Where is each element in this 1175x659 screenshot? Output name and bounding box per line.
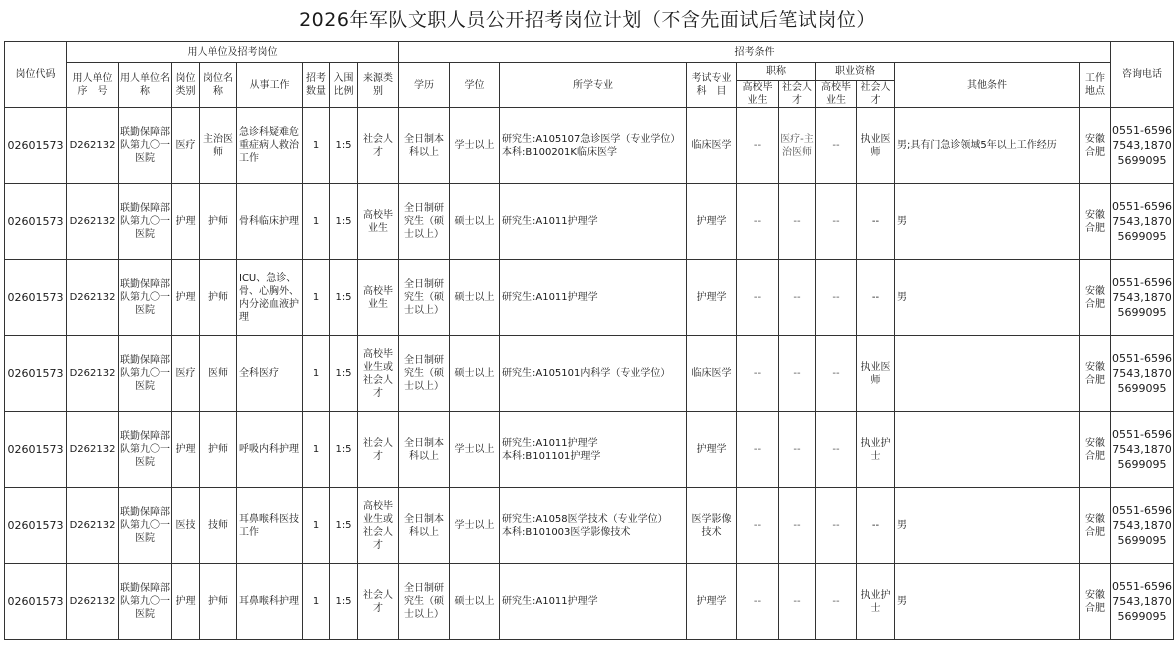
row-degree: 学士以上 xyxy=(450,488,500,564)
row-qual-grad: -- xyxy=(816,108,857,184)
row-title-social: -- xyxy=(779,412,816,488)
row-unit-name: 联勤保障部队第九〇一医院 xyxy=(119,564,172,640)
row-major xyxy=(500,564,687,640)
row-unit-name: 联勤保障部队第九〇一医院 xyxy=(119,336,172,412)
row-unit-no: D262132 xyxy=(67,412,119,488)
row-other xyxy=(895,412,1080,488)
row-source: 社会人才 xyxy=(358,412,399,488)
row-post-name: 医师 xyxy=(200,336,237,412)
row-qual-social: 执业护士 xyxy=(857,564,895,640)
row-unit-no: D262132 xyxy=(67,108,119,184)
row-unit-no: D262132 xyxy=(67,564,119,640)
row-post-name: 护师 xyxy=(200,184,237,260)
header-count: 招考数量 xyxy=(303,63,330,108)
row-code: 02601573 xyxy=(5,412,67,488)
row-work: 骨科临床护理 xyxy=(237,184,303,260)
row-degree: 硕士以上 xyxy=(450,336,500,412)
row-unit-no: D262132 xyxy=(67,260,119,336)
major-line: 本科:B100201K临床医学 xyxy=(502,146,617,158)
table-row xyxy=(5,564,1174,640)
row-phone: 0551-65967543,18705699095 xyxy=(1111,412,1174,488)
row-phone: 0551-65967543,18705699095 xyxy=(1111,260,1174,336)
row-count: 1 xyxy=(303,488,330,564)
row-source: 高校毕业生 xyxy=(358,260,399,336)
row-post-type: 医技 xyxy=(172,488,200,564)
row-major xyxy=(500,108,687,184)
major-line: 本科:B101003医学影像技术 xyxy=(502,526,631,538)
row-unit-no: D262132 xyxy=(67,336,119,412)
row-qual-grad: -- xyxy=(816,336,857,412)
row-count: 1 xyxy=(303,260,330,336)
row-work: ICU、急诊、骨、心胸外、内分泌血液护理 xyxy=(237,260,303,336)
row-title-social: -- xyxy=(779,488,816,564)
row-place: 安徽合肥 xyxy=(1080,488,1111,564)
row-title-grad: -- xyxy=(737,108,779,184)
header-unit-no: 用人单位序 号 xyxy=(67,63,119,108)
row-code: 02601573 xyxy=(5,184,67,260)
row-post-type: 护理 xyxy=(172,184,200,260)
table-row xyxy=(5,336,1174,412)
row-source: 社会人才 xyxy=(358,108,399,184)
header-source: 来源类别 xyxy=(358,63,399,108)
row-post-type: 护理 xyxy=(172,412,200,488)
row-phone: 0551-65967543,18705699095 xyxy=(1111,108,1174,184)
row-work: 全科医疗 xyxy=(237,336,303,412)
row-title-social: -- xyxy=(779,260,816,336)
page-title: 2026年军队文职人员公开招考岗位计划（不含先面试后笔试岗位） xyxy=(299,9,876,31)
recruitment-table xyxy=(4,41,1174,640)
row-post-name: 护师 xyxy=(200,412,237,488)
row-major xyxy=(500,336,687,412)
row-place: 安徽合肥 xyxy=(1080,184,1111,260)
row-other: 男 xyxy=(895,184,1080,260)
row-exam: 医学影像技术 xyxy=(687,488,737,564)
row-code: 02601573 xyxy=(5,564,67,640)
row-place: 安徽合肥 xyxy=(1080,564,1111,640)
row-qual-social: 执业医师 xyxy=(857,108,895,184)
row-ratio: 1:5 xyxy=(330,184,358,260)
row-count: 1 xyxy=(303,184,330,260)
header-qual-social: 社会人才 xyxy=(857,81,895,108)
row-place: 安徽合肥 xyxy=(1080,260,1111,336)
row-title-social: -- xyxy=(779,564,816,640)
row-code: 02601573 xyxy=(5,108,67,184)
row-major xyxy=(500,260,687,336)
row-qual-grad: -- xyxy=(816,564,857,640)
row-place: 安徽合肥 xyxy=(1080,336,1111,412)
table-row xyxy=(5,108,1174,184)
row-unit-name: 联勤保障部队第九〇一医院 xyxy=(119,412,172,488)
row-edu: 全日制本科以上 xyxy=(399,108,450,184)
row-work: 耳鼻喉科医技工作 xyxy=(237,488,303,564)
row-source: 高校毕业生或社会人才 xyxy=(358,488,399,564)
row-code: 02601573 xyxy=(5,260,67,336)
row-qual-grad: -- xyxy=(816,488,857,564)
row-qual-social: 执业护士 xyxy=(857,412,895,488)
row-phone: 0551-65967543,18705699095 xyxy=(1111,564,1174,640)
header-work: 从事工作 xyxy=(237,63,303,108)
row-degree: 硕士以上 xyxy=(450,260,500,336)
row-qual-social: -- xyxy=(857,488,895,564)
table-row xyxy=(5,412,1174,488)
row-unit-name: 联勤保障部队第九〇一医院 xyxy=(119,260,172,336)
row-edu: 全日制本科以上 xyxy=(399,412,450,488)
row-exam: 护理学 xyxy=(687,260,737,336)
header-group-unit: 用人单位及招考岗位 xyxy=(67,42,399,63)
row-count: 1 xyxy=(303,108,330,184)
table-row xyxy=(5,184,1174,260)
row-title-grad: -- xyxy=(737,412,779,488)
major-line: 研究生:A105101内科学（专业学位） xyxy=(502,368,671,379)
row-ratio: 1:5 xyxy=(330,260,358,336)
header-title-social: 社会人才 xyxy=(779,81,816,108)
row-post-type: 护理 xyxy=(172,564,200,640)
major-line: 研究生:A1011护理学 xyxy=(502,216,598,227)
header-edu: 学历 xyxy=(399,63,450,108)
major-line: 本科:B101101护理学 xyxy=(502,450,601,462)
row-phone: 0551-65967543,18705699095 xyxy=(1111,488,1174,564)
header-phone: 咨询电话 xyxy=(1111,42,1174,108)
row-edu: 全日制研究生（硕士以上） xyxy=(399,184,450,260)
major-line: 研究生:A1058医学技术（专业学位） xyxy=(502,513,668,525)
row-count: 1 xyxy=(303,412,330,488)
row-source: 高校毕业生 xyxy=(358,184,399,260)
header-degree: 学位 xyxy=(450,63,500,108)
row-degree: 学士以上 xyxy=(450,412,500,488)
major-line: 研究生:A1011护理学 xyxy=(502,292,598,303)
row-title-social: 医疗-主治医师 xyxy=(779,108,816,184)
row-unit-name: 联勤保障部队第九〇一医院 xyxy=(119,488,172,564)
row-count: 1 xyxy=(303,564,330,640)
row-post-name: 主治医师 xyxy=(200,108,237,184)
row-ratio: 1:5 xyxy=(330,564,358,640)
header-place: 工作地点 xyxy=(1080,63,1111,108)
header-exam: 考试专业科 目 xyxy=(687,63,737,108)
row-degree: 硕士以上 xyxy=(450,564,500,640)
row-edu: 全日制研究生（硕士以上） xyxy=(399,260,450,336)
row-ratio: 1:5 xyxy=(330,336,358,412)
row-place: 安徽合肥 xyxy=(1080,412,1111,488)
row-post-type: 医疗 xyxy=(172,108,200,184)
header-group-conditions: 招考条件 xyxy=(399,42,1111,63)
row-title-grad: -- xyxy=(737,488,779,564)
major-line: 研究生:A105107急诊医学（专业学位） xyxy=(502,133,681,145)
row-post-type: 医疗 xyxy=(172,336,200,412)
row-edu: 全日制研究生（硕士以上） xyxy=(399,336,450,412)
row-unit-name: 联勤保障部队第九〇一医院 xyxy=(119,184,172,260)
header-ratio: 入围比例 xyxy=(330,63,358,108)
row-post-name: 护师 xyxy=(200,260,237,336)
header-other: 其他条件 xyxy=(895,63,1080,108)
row-major xyxy=(500,184,687,260)
row-source: 社会人才 xyxy=(358,564,399,640)
row-other: 男 xyxy=(895,564,1080,640)
row-qual-grad: -- xyxy=(816,184,857,260)
row-exam: 护理学 xyxy=(687,184,737,260)
row-edu: 全日制研究生（硕士以上） xyxy=(399,564,450,640)
row-work: 呼吸内科护理 xyxy=(237,412,303,488)
row-title-grad: -- xyxy=(737,184,779,260)
row-other: 男 xyxy=(895,488,1080,564)
row-ratio: 1:5 xyxy=(330,108,358,184)
row-other: 男 xyxy=(895,260,1080,336)
row-title-grad: -- xyxy=(737,336,779,412)
row-degree: 硕士以上 xyxy=(450,184,500,260)
row-major xyxy=(500,488,687,564)
row-title-grad: -- xyxy=(737,564,779,640)
row-post-type: 护理 xyxy=(172,260,200,336)
major-line: 研究生:A1011护理学 xyxy=(502,437,598,449)
row-title-grad: -- xyxy=(737,260,779,336)
major-line: 研究生:A1011护理学 xyxy=(502,596,598,607)
row-exam: 临床医学 xyxy=(687,108,737,184)
row-qual-social: -- xyxy=(857,260,895,336)
row-place: 安徽合肥 xyxy=(1080,108,1111,184)
row-unit-no: D262132 xyxy=(67,488,119,564)
row-post-name: 技师 xyxy=(200,488,237,564)
row-code: 02601573 xyxy=(5,336,67,412)
table-row xyxy=(5,488,1174,564)
row-unit-name: 联勤保障部队第九〇一医院 xyxy=(119,108,172,184)
row-major xyxy=(500,412,687,488)
row-source: 高校毕业生或社会人才 xyxy=(358,336,399,412)
row-edu: 全日制本科以上 xyxy=(399,488,450,564)
table-row xyxy=(5,260,1174,336)
header-major: 所学专业 xyxy=(500,63,687,108)
header-qual-grad: 高校毕业生 xyxy=(816,81,857,108)
row-exam: 护理学 xyxy=(687,412,737,488)
header-code: 岗位代码 xyxy=(5,42,67,108)
row-other: 男;具有门急诊领域5年以上工作经历 xyxy=(895,108,1080,184)
row-exam: 护理学 xyxy=(687,564,737,640)
row-phone: 0551-65967543,18705699095 xyxy=(1111,184,1174,260)
row-post-name: 护师 xyxy=(200,564,237,640)
row-count: 1 xyxy=(303,336,330,412)
row-work: 耳鼻喉科护理 xyxy=(237,564,303,640)
row-qual-social: 执业医师 xyxy=(857,336,895,412)
header-post-type: 岗位类别 xyxy=(172,63,200,108)
row-ratio: 1:5 xyxy=(330,488,358,564)
header-title-group: 职称 xyxy=(737,63,816,81)
row-ratio: 1:5 xyxy=(330,412,358,488)
row-work: 急诊科疑难危重症病人救治工作 xyxy=(237,108,303,184)
row-exam: 临床医学 xyxy=(687,336,737,412)
row-title-social: -- xyxy=(779,336,816,412)
row-code: 02601573 xyxy=(5,488,67,564)
row-qual-social: -- xyxy=(857,184,895,260)
row-unit-no: D262132 xyxy=(67,184,119,260)
row-phone: 0551-65967543,18705699095 xyxy=(1111,336,1174,412)
header-unit-name: 用人单位名 称 xyxy=(119,63,172,108)
header-qual-group: 职业资格 xyxy=(816,63,895,81)
header-post-name: 岗位名称 xyxy=(200,63,237,108)
row-title-social: -- xyxy=(779,184,816,260)
row-degree: 学士以上 xyxy=(450,108,500,184)
row-qual-grad: -- xyxy=(816,260,857,336)
row-qual-grad: -- xyxy=(816,412,857,488)
header-title-grad: 高校毕业生 xyxy=(737,81,779,108)
row-other xyxy=(895,336,1080,412)
